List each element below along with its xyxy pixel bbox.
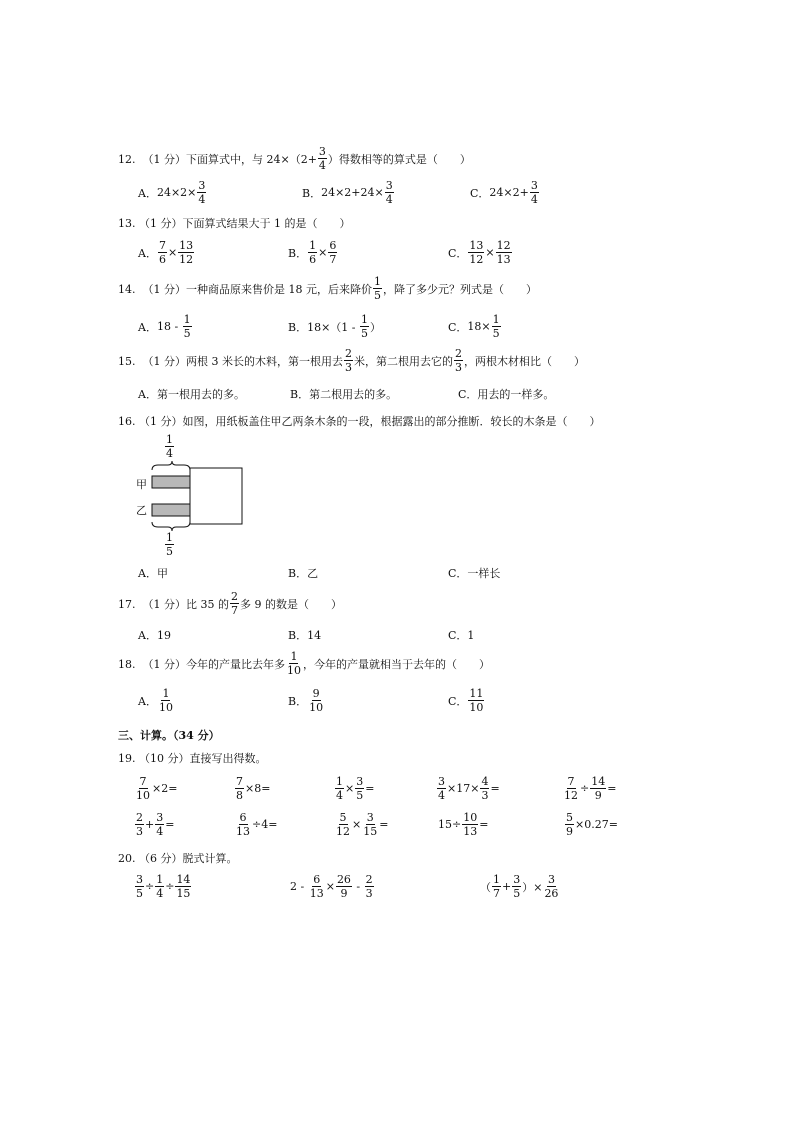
operator: ÷ <box>580 782 590 795</box>
fraction <box>335 812 351 837</box>
denominator: 4 <box>438 789 445 802</box>
fraction <box>309 874 325 899</box>
q14-stem-b: ，降了多少元？列式是（ ） <box>382 282 537 296</box>
option-expr: 24×2+ <box>489 186 529 199</box>
numerator: 9 <box>312 687 320 700</box>
q19-item <box>134 812 174 837</box>
denominator: 13 <box>309 887 324 900</box>
numerator: 2 <box>136 811 143 824</box>
q13-option-a <box>138 240 195 265</box>
denominator: 3 <box>454 361 462 374</box>
operator: ）× <box>522 880 543 894</box>
numerator: 1 <box>336 775 343 788</box>
operator: × <box>167 246 178 259</box>
numerator: 1 <box>166 433 173 446</box>
denominator: 13 <box>463 825 478 838</box>
section-heading: 三、计算。（34 分） <box>118 729 220 742</box>
q12-stem-b: ）得数相等的算式是（ ） <box>327 152 471 166</box>
cardboard-cover <box>190 468 242 524</box>
numerator: 3 <box>385 179 393 192</box>
numerator: 1 <box>361 313 369 326</box>
figure-fraction-bottom <box>165 532 174 557</box>
q12-option-b <box>302 180 395 205</box>
denominator: 5 <box>356 789 364 802</box>
fraction <box>318 146 327 171</box>
numerator: 13 <box>179 239 194 252</box>
fraction <box>543 874 559 899</box>
strip-yi <box>152 504 190 516</box>
q17-stem <box>118 591 342 616</box>
denominator: 12 <box>336 825 350 838</box>
q15-stem <box>118 348 585 373</box>
q18-stem-b: ，今年的产量就相当于去年的（ ） <box>302 657 490 671</box>
option-expr-post: ） <box>370 320 382 334</box>
numerator: 3 <box>318 145 326 158</box>
denominator: 13 <box>236 825 250 838</box>
q20-expression-1 <box>134 874 192 899</box>
numerator: 13 <box>469 239 484 252</box>
expr-rest: = <box>365 782 375 795</box>
numerator: 3 <box>156 811 164 824</box>
q16-option-a: A．甲 <box>138 567 168 580</box>
q19-item <box>334 776 374 801</box>
option-label: B． <box>288 694 308 708</box>
denominator: 10 <box>136 789 150 802</box>
fraction <box>565 812 574 837</box>
denominator: 3 <box>481 789 489 802</box>
fraction <box>496 240 512 265</box>
denominator: 4 <box>166 447 173 460</box>
numerator: 6 <box>313 873 321 886</box>
operator: × <box>352 818 362 831</box>
option-label: C． <box>448 694 468 708</box>
numerator: 14 <box>591 775 606 788</box>
operator: ×17× <box>447 782 480 795</box>
numerator: 7 <box>158 239 166 252</box>
q15-option-c: C．用去的一样多。 <box>458 388 555 401</box>
q19-item <box>134 776 177 801</box>
numerator: 4 <box>481 775 489 788</box>
numerator: 1 <box>290 650 298 663</box>
numerator: 7 <box>236 775 243 788</box>
q18-option-b <box>288 688 325 713</box>
label-jia: 甲 <box>136 478 147 491</box>
denominator: 7 <box>230 604 238 617</box>
fraction <box>308 240 317 265</box>
fraction <box>336 874 352 899</box>
denominator: 13 <box>496 253 511 266</box>
q17-stem-b: 多 9 的数是（ ） <box>239 597 342 611</box>
numerator: 7 <box>139 775 147 788</box>
denominator: 4 <box>318 159 326 172</box>
expr-pre: 15÷ <box>438 818 462 831</box>
q15-option-a: A．第一根用去的多。 <box>138 388 245 401</box>
fraction <box>355 776 364 801</box>
q19-item <box>234 812 277 837</box>
operator: × <box>318 246 328 259</box>
q12-option-a <box>138 180 207 205</box>
expr-rest: = <box>479 818 489 831</box>
denominator: 12 <box>179 253 194 266</box>
denominator: 4 <box>336 789 343 802</box>
q14-stem-a: 14. （1 分）一种商品原来售价是 18 元，后来降价 <box>118 282 372 296</box>
denominator: 4 <box>156 825 164 838</box>
fraction <box>468 688 484 713</box>
numerator: 1 <box>162 687 170 700</box>
denominator: 5 <box>361 327 369 340</box>
fraction <box>230 591 239 616</box>
denominator: 12 <box>564 789 578 802</box>
option-label: C． <box>470 186 490 200</box>
numerator: 26 <box>336 873 351 886</box>
numerator: 5 <box>566 811 573 824</box>
denominator: 15 <box>176 887 191 900</box>
fraction <box>462 812 478 837</box>
fraction <box>512 874 521 899</box>
fraction <box>373 276 382 301</box>
q13-option-b <box>288 240 338 265</box>
q19-item <box>234 776 270 801</box>
operator: + <box>502 880 512 893</box>
expr-pre: （ <box>480 880 491 894</box>
expr-pre: 2 - <box>290 880 308 893</box>
numerator: 3 <box>356 775 364 788</box>
denominator: 6 <box>158 253 166 266</box>
denominator: 5 <box>136 887 143 900</box>
expr-rest: = <box>490 782 500 795</box>
q18-option-c <box>448 688 485 713</box>
denominator: 5 <box>373 289 381 302</box>
q18-stem-a: 18. （1 分）今年的产量比去年多 <box>118 657 285 671</box>
q13-option-c <box>448 240 513 265</box>
q17-stem-a: 17. （1 分）比 35 的 <box>118 597 229 611</box>
option-expr: 18 - <box>156 320 182 333</box>
q15-option-b: B．第二根用去的多。 <box>290 388 398 401</box>
q14-option-c <box>448 314 502 339</box>
fraction <box>328 240 337 265</box>
numerator: 1 <box>156 873 164 886</box>
denominator: 5 <box>183 327 191 340</box>
q17-option-c: C．1 <box>448 629 475 642</box>
numerator: 3 <box>530 179 538 192</box>
option-label: A． <box>138 320 157 334</box>
option-label: A． <box>138 246 157 260</box>
fraction <box>360 314 369 339</box>
fraction <box>468 240 484 265</box>
q14-stem <box>118 276 537 301</box>
q12-option-c <box>470 180 540 205</box>
numerator: 1 <box>492 313 500 326</box>
q17-option-b: B．14 <box>288 629 322 642</box>
fraction <box>385 180 394 205</box>
denominator: 9 <box>340 887 348 900</box>
q20-expression-3 <box>480 874 560 899</box>
fraction <box>563 776 579 801</box>
numerator: 14 <box>176 873 191 886</box>
fraction <box>135 874 144 899</box>
fraction <box>235 776 244 801</box>
numerator: 1 <box>166 531 173 544</box>
fraction <box>590 776 606 801</box>
denominator: 3 <box>136 825 143 838</box>
operator: × <box>345 782 355 795</box>
fraction <box>362 812 378 837</box>
operator: × <box>485 246 495 259</box>
option-label: B． <box>302 186 322 200</box>
q15-stem-a: 15. （1 分）两根 3 米长的木料，第一根用去 <box>118 354 343 368</box>
option-label: A． <box>138 186 157 200</box>
fraction <box>286 651 302 676</box>
numerator: 7 <box>567 775 575 788</box>
numerator: 11 <box>469 687 484 700</box>
denominator: 4 <box>530 193 538 206</box>
numerator: 2 <box>365 873 373 886</box>
option-label: A． <box>138 694 157 708</box>
denominator: 10 <box>158 701 173 714</box>
strip-jia <box>152 476 190 488</box>
fraction <box>480 776 489 801</box>
fraction <box>530 180 539 205</box>
q13-stem: 13. （1 分）下面算式结果大于 1 的是（ ） <box>118 217 351 230</box>
numerator: 6 <box>239 811 247 824</box>
fraction <box>135 812 144 837</box>
operator: ÷ <box>145 880 155 893</box>
fraction <box>155 874 164 899</box>
fraction <box>344 348 353 373</box>
denominator: 8 <box>236 789 243 802</box>
denominator: 26 <box>544 887 559 900</box>
option-label: C． <box>448 246 468 260</box>
numerator: 2 <box>230 590 238 603</box>
operator: + <box>145 818 155 831</box>
denominator: 4 <box>198 193 206 206</box>
denominator: 6 <box>309 253 317 266</box>
denominator: 10 <box>309 701 324 714</box>
q16-option-b: B．乙 <box>288 567 319 580</box>
fraction <box>365 874 374 899</box>
q20-stem: 20. （6 分）脱式计算。 <box>118 852 238 865</box>
q19-item <box>562 776 616 801</box>
fraction <box>158 240 167 265</box>
q20-expression-2 <box>290 874 375 899</box>
q19-stem: 19. （10 分）直接写出得数。 <box>118 752 267 765</box>
expr-rest: ÷4= <box>252 818 278 831</box>
denominator: 5 <box>492 327 500 340</box>
fraction <box>155 812 164 837</box>
q12-stem-a: 12. （1 分）下面算式中，与 24×（2+ <box>118 152 317 166</box>
denominator: 7 <box>493 887 500 900</box>
wood-strips-diagram <box>134 432 246 558</box>
numerator: 6 <box>329 239 337 252</box>
numerator: 10 <box>463 811 478 824</box>
fraction <box>437 776 446 801</box>
q15-stem-b: 米，第二根用去它的 <box>353 354 453 368</box>
q14-option-b <box>288 314 381 339</box>
fraction <box>235 812 251 837</box>
q19-item <box>438 812 488 837</box>
denominator: 3 <box>344 361 352 374</box>
q16-stem: 16. （1 分）如图，用纸板盖住甲乙两条木条的一段，根据露出的部分推断．较长的木条是（ ） <box>118 415 601 428</box>
option-expr: 18× <box>467 320 491 333</box>
denominator: 12 <box>469 253 484 266</box>
numerator: 1 <box>373 275 381 288</box>
q16-option-c: C．一样长 <box>448 567 501 580</box>
option-expr: 18×（1 - <box>307 320 360 334</box>
fraction <box>197 180 206 205</box>
numerator: 1 <box>309 239 317 252</box>
q16-figure <box>134 432 246 558</box>
q18-stem <box>118 651 490 676</box>
option-label: B． <box>288 246 308 260</box>
numerator: 3 <box>366 811 374 824</box>
q19-item <box>564 812 618 837</box>
fraction <box>178 240 194 265</box>
denominator: 10 <box>469 701 484 714</box>
fraction <box>492 874 501 899</box>
denominator: 3 <box>365 887 373 900</box>
numerator: 5 <box>339 811 347 824</box>
denominator: 5 <box>513 887 521 900</box>
fraction <box>158 688 174 713</box>
numerator: 3 <box>198 179 206 192</box>
denominator: 10 <box>286 664 301 677</box>
denominator: 5 <box>166 545 173 558</box>
denominator: 9 <box>594 789 602 802</box>
numerator: 3 <box>438 775 445 788</box>
numerator: 3 <box>547 873 555 886</box>
expr-rest: ×8= <box>245 782 271 795</box>
expr-rest: = <box>165 818 175 831</box>
operator: × <box>325 880 335 893</box>
denominator: 4 <box>156 887 164 900</box>
expr-rest: ×0.27= <box>575 818 618 831</box>
option-expr: 24×2× <box>156 186 197 199</box>
q19-item <box>334 812 388 837</box>
q14-option-a <box>138 314 193 339</box>
option-label: B． <box>288 320 308 334</box>
operator: ÷ <box>165 880 175 893</box>
fraction <box>135 776 151 801</box>
numerator: 2 <box>344 347 352 360</box>
fraction <box>308 688 324 713</box>
q12-stem <box>118 146 471 171</box>
fraction <box>454 348 463 373</box>
option-expr: 24×2+24× <box>321 186 384 199</box>
numerator: 1 <box>183 313 191 326</box>
expr-rest: = <box>379 818 389 831</box>
operator: - <box>352 880 364 893</box>
fraction <box>175 874 191 899</box>
option-label: C． <box>448 320 468 334</box>
numerator: 2 <box>454 347 462 360</box>
label-yi: 乙 <box>136 504 147 517</box>
q15-stem-c: ，两根木材相比（ ） <box>463 354 585 368</box>
q17-option-a: A．19 <box>138 629 171 642</box>
fraction <box>335 776 344 801</box>
numerator: 1 <box>493 873 500 886</box>
denominator: 9 <box>566 825 573 838</box>
numerator: 3 <box>513 873 521 886</box>
numerator: 12 <box>496 239 511 252</box>
fraction <box>183 314 192 339</box>
numerator: 3 <box>136 873 143 886</box>
expr-rest: ×2= <box>152 782 178 795</box>
expr-rest: = <box>607 782 617 795</box>
denominator: 15 <box>363 825 378 838</box>
denominator: 7 <box>329 253 337 266</box>
q19-item <box>436 776 500 801</box>
fraction <box>492 314 501 339</box>
q18-option-a <box>138 688 175 713</box>
denominator: 4 <box>385 193 393 206</box>
